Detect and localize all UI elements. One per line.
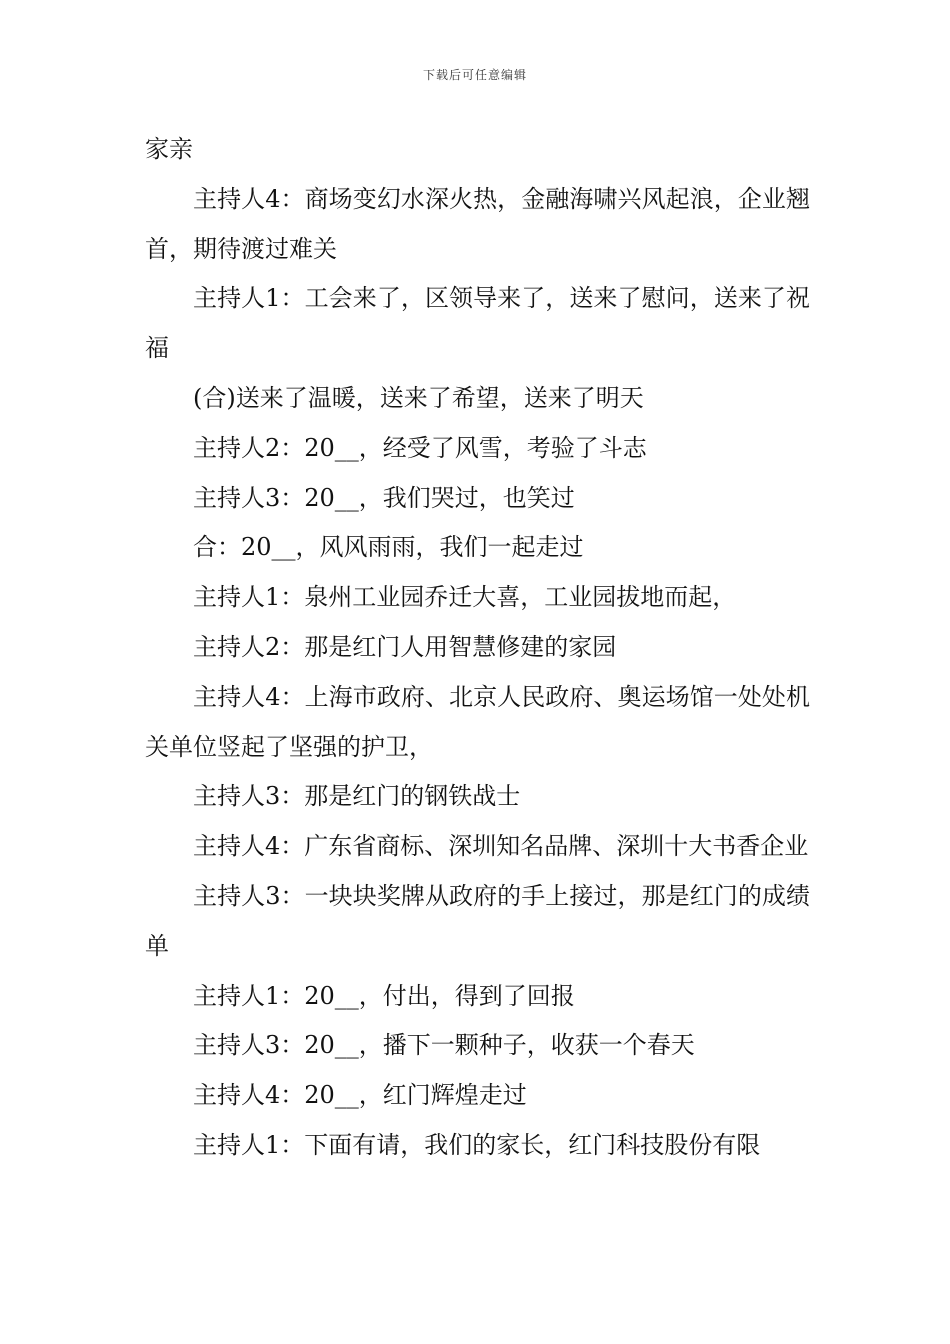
paragraph: 主持人1：下面有请，我们的家长，红门科技股份有限: [193, 1130, 761, 1159]
header-note: 下载后可任意编辑: [422, 68, 527, 82]
paragraph: 主持人3：那是红门的钢铁战士: [193, 782, 521, 811]
document-body: [145, 125, 810, 1171]
paragraph: 主持人2：那是红门人用智慧修建的家园: [193, 632, 617, 661]
paragraph: 主持人1：20__，付出，得到了回报: [193, 981, 575, 1010]
paragraph: 主持人4：商场变幻水深火热，金融海啸兴风起浪，企业翘首，期待渡过难关: [145, 184, 810, 263]
paragraph: 主持人3：20__，我们哭过，也笑过: [193, 483, 575, 512]
paragraph: 主持人4：20__，红门辉煌走过: [193, 1081, 527, 1110]
paragraph: 主持人4：上海市政府、北京人民政府、奥运场馆一处处机关单位竖起了坚强的护卫，: [145, 682, 810, 761]
paragraph: (合)送来了温暖，送来了希望，送来了明天: [193, 383, 644, 412]
paragraph: 主持人3：20__，播下一颗种子，收获一个春天: [193, 1031, 695, 1060]
paragraph: 主持人1：工会来了，区领导来了，送来了慰问，送来了祝福: [145, 284, 810, 363]
paragraph: 主持人1：泉州工业园乔迁大喜，工业园拔地而起，: [193, 583, 737, 612]
paragraph: 主持人4：广东省商标、深圳知名品牌、深圳十大书香企业: [193, 832, 809, 861]
paragraph: 家亲: [145, 135, 193, 163]
paragraph: 主持人3：一块块奖牌从政府的手上接过，那是红门的成绩单: [145, 881, 810, 960]
paragraph: 主持人2：20__，经受了风雪，考验了斗志: [193, 433, 647, 462]
paragraph: 合：20__，风风雨雨，我们一起走过: [193, 533, 584, 562]
